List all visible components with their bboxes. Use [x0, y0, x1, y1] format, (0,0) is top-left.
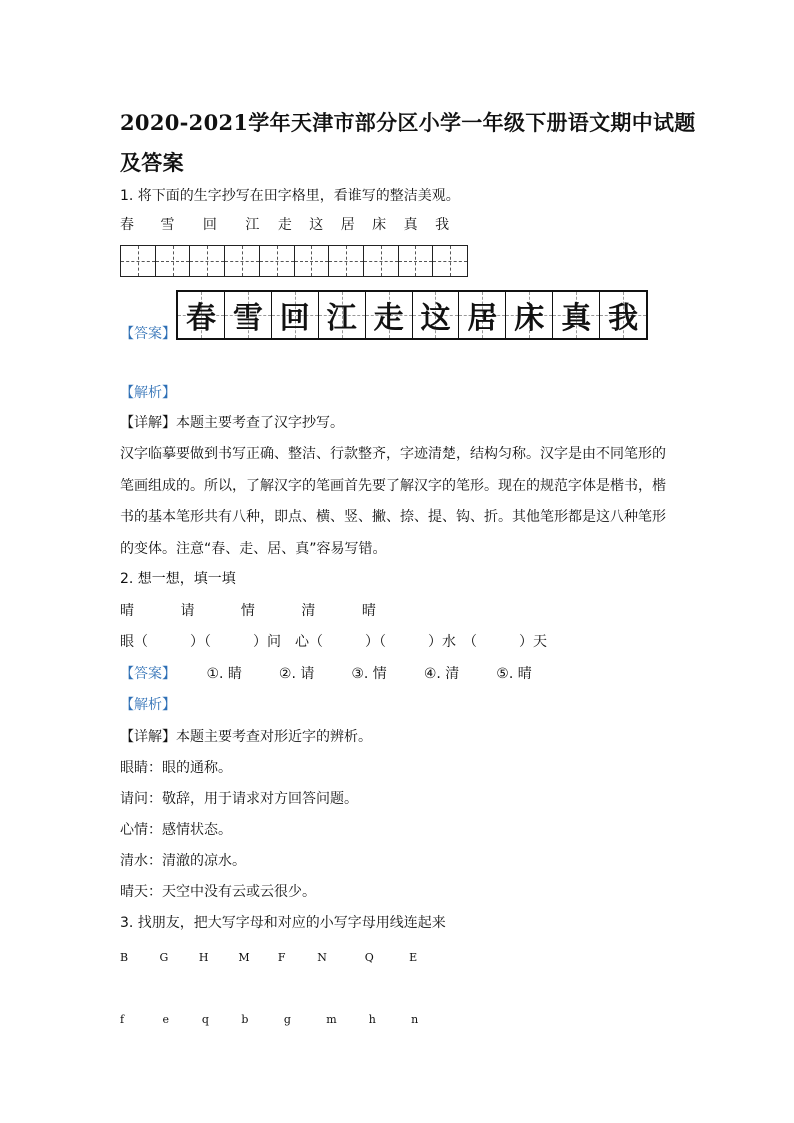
lowercase-letter: b [241, 1013, 249, 1026]
tian-cell [399, 246, 434, 276]
q3-prompt: 3. 找朋友，把大写字母和对应的小写字母用线连起来 [120, 915, 446, 931]
answer-cell: 雪 [225, 292, 272, 338]
uppercase-letter: G [159, 951, 169, 964]
q2-answer: ④. 清 [423, 666, 460, 682]
tian-cell [156, 246, 191, 276]
tian-cell [260, 246, 295, 276]
q2-item: 清水：清澈的凉水。 [120, 853, 246, 869]
uppercase-letter: M [238, 951, 250, 964]
answer-cell: 春 [178, 292, 225, 338]
lowercase-letter: f [120, 1013, 125, 1026]
answer-cell: 这 [413, 292, 460, 338]
lowercase-letter: m [326, 1013, 337, 1026]
q2-answer-row [120, 663, 564, 685]
q2-answer-label: 【答案】 [120, 666, 176, 682]
q1-prompt: 1. 将下面的生字抄写在田字格里，看谁写的整洁美观。 [120, 188, 460, 204]
uppercase-letter: B [120, 951, 129, 964]
answer-cell: 走 [366, 292, 413, 338]
q1-char: 床 [372, 217, 387, 233]
q1-char: 走 [277, 217, 292, 233]
q2-answer: ③. 情 [351, 666, 387, 682]
q1-char: 回 [202, 217, 217, 233]
q2-item: 晴天：天空中没有云或云很少。 [120, 884, 316, 900]
uppercase-letter: E [409, 951, 418, 964]
tian-cell [225, 246, 260, 276]
tian-cell [295, 246, 330, 276]
q2-char: 清 [301, 603, 316, 619]
tian-cell [190, 246, 225, 276]
q1-char: 雪 [160, 217, 175, 233]
answer-cell: 江 [319, 292, 366, 338]
q2-char: 晴 [361, 603, 376, 619]
title-line-2: 及答案 [120, 150, 184, 175]
q2-answer: ②. 请 [278, 666, 315, 682]
q2-prompt: 2. 想一想，填一填 [120, 571, 236, 587]
lowercase-letter: n [411, 1013, 419, 1026]
q2-analysis-label: 【解析】 [120, 697, 176, 713]
q2-item: 心情：感情状态。 [120, 822, 232, 838]
q2-blanks-line: 眼（ ）（ ）问 心（ ）（ ）水 （ ）天 [120, 634, 547, 650]
lowercase-letter: g [283, 1013, 291, 1026]
q1-char: 这 [309, 217, 324, 233]
q2-item: 眼睛：眼的通称。 [120, 760, 232, 776]
q1-explanation: 汉字临摹要做到书写正确、整洁、行款整齐，字迹清楚，结构匀称。汉字是由不同笔形的笔画组成的。所以，了解汉字的笔画首先要了解汉字的笔形。现在的规范字体是楷书，楷书的基本笔形共有八种，即点、横、竖、撇、捺、提、钩、折。其他笔形都是这八种笔形的变体。注意“春、走、居、真”容易写错。 [120, 446, 666, 557]
q1-char-list [120, 214, 462, 236]
answer-cell: 我 [600, 292, 646, 338]
tian-cell [364, 246, 399, 276]
q2-char: 情 [240, 603, 255, 619]
page-title [120, 103, 700, 183]
uppercase-letter: N [317, 951, 327, 964]
q1-answer-grid [176, 290, 648, 340]
q1-detail: 【详解】本题主要考查了汉字抄写。 [120, 415, 344, 431]
q1-char: 居 [340, 217, 355, 233]
q1-char: 真 [403, 217, 418, 233]
answer-cell: 回 [272, 292, 319, 338]
tian-cell [121, 246, 156, 276]
answer-cell: 居 [459, 292, 506, 338]
q1-char: 春 [120, 217, 134, 233]
tian-cell [433, 246, 467, 276]
answer-cell: 床 [506, 292, 553, 338]
lowercase-letter: h [368, 1013, 376, 1026]
uppercase-letter: F [277, 951, 286, 964]
lowercase-letter: e [162, 1013, 169, 1026]
answer-cell: 真 [553, 292, 600, 338]
q2-char-list [120, 600, 418, 622]
q2-answer: ①. 睛 [206, 666, 242, 682]
uppercase-letter: Q [364, 951, 374, 964]
q1-char: 江 [245, 217, 260, 233]
tian-cell [329, 246, 364, 276]
q1-char: 我 [435, 217, 450, 233]
q3-uppercase-row [120, 946, 444, 969]
title-line-1: 2020-2021学年天津市部分区小学一年级下册语文期中试题 [120, 110, 696, 135]
q2-detail: 【详解】本题主要考查对形近字的辨析。 [120, 729, 372, 745]
q2-char: 请 [180, 603, 195, 619]
q1-writing-grid [120, 245, 468, 277]
q2-answer: ⑤. 晴 [496, 666, 532, 682]
q2-item: 请问：敬辞，用于请求对方回答问题。 [120, 791, 358, 807]
q1-answer-label: 【答案】 [120, 326, 176, 342]
lowercase-letter: q [201, 1013, 209, 1026]
q2-char: 晴 [120, 603, 134, 619]
q1-analysis-label: 【解析】 [120, 385, 176, 401]
q3-lowercase-row [120, 1008, 441, 1031]
uppercase-letter: H [198, 951, 209, 964]
